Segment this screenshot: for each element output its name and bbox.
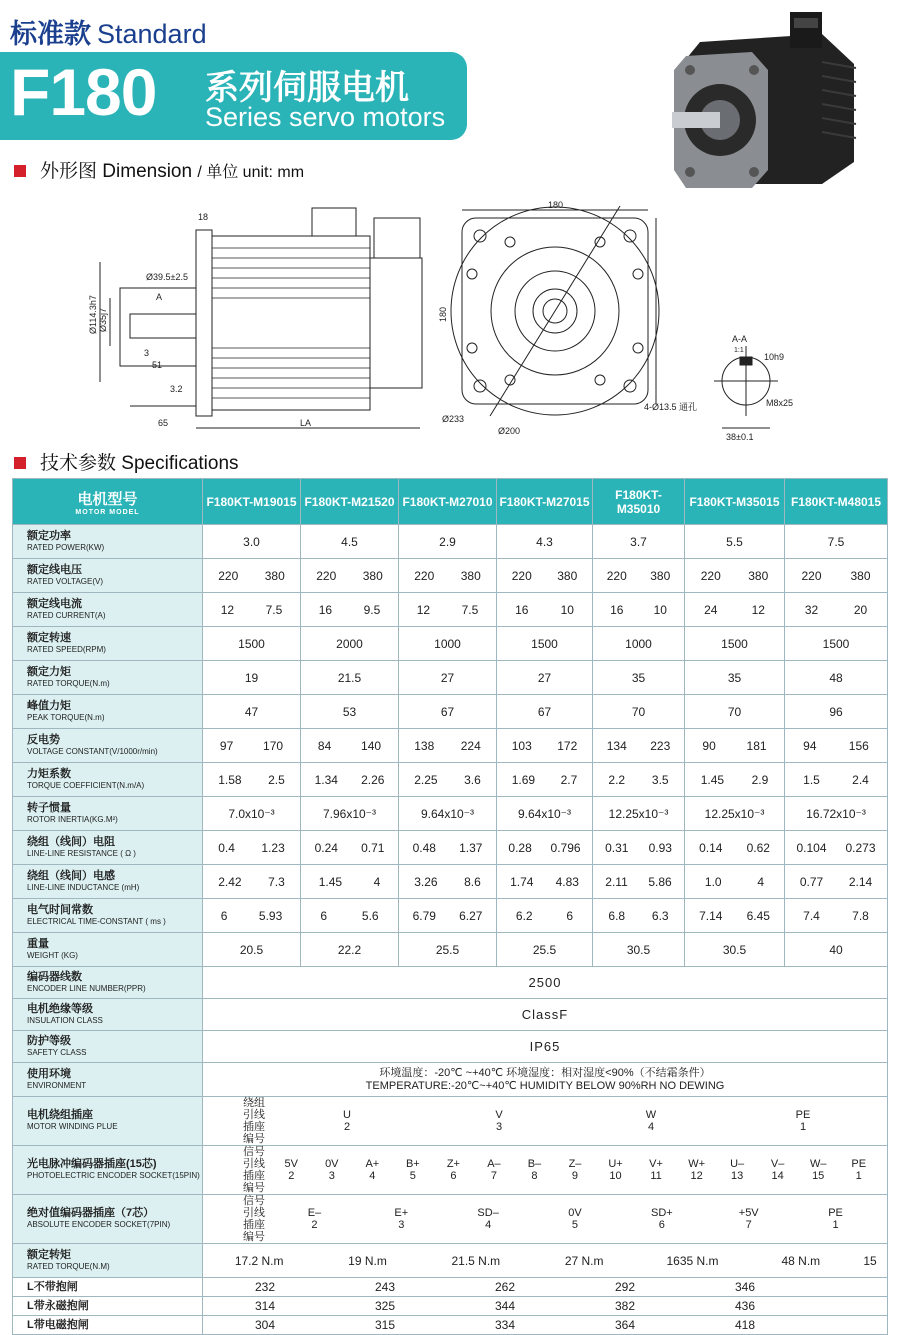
table-cell: 6.2 6 bbox=[497, 899, 593, 933]
table-row bbox=[13, 525, 888, 559]
table-cell: 19 bbox=[203, 661, 301, 695]
abs-encoder-value: 信号引线 插座编号 E– E+ SD– 0V SD+ +5V PE 2 3 4 5 6 7 1 bbox=[203, 1195, 888, 1244]
dim-label-5: 3 bbox=[144, 348, 150, 358]
table-cell: 6 5.6 bbox=[301, 899, 399, 933]
title-banner bbox=[0, 52, 467, 140]
table-cell: 53 bbox=[301, 695, 399, 729]
table-row bbox=[13, 1195, 888, 1244]
table-row bbox=[13, 695, 888, 729]
table-cell: 25.5 bbox=[399, 933, 497, 967]
table-cell: 1.5 2.4 bbox=[785, 763, 888, 797]
spec-title: 技术参数 Specifications bbox=[14, 448, 239, 475]
dimension-drawing bbox=[90, 196, 890, 446]
table-cell: 7.0x10⁻³ bbox=[203, 797, 301, 831]
table-cell: 32 20 bbox=[785, 593, 888, 627]
row-label: 重量 WEIGHT (KG) bbox=[13, 933, 203, 967]
table-row bbox=[13, 1146, 888, 1195]
table-row bbox=[13, 661, 888, 695]
table-cell: 0.14 0.62 bbox=[685, 831, 785, 865]
row-label: 额定功率 RATED POWER(KW) bbox=[13, 525, 203, 559]
dim-label-6: 51 bbox=[152, 360, 163, 370]
row-label: 电机绕组插座 MOTOR WINDING PLUE bbox=[13, 1097, 203, 1146]
header-model: F180KT-M27015 bbox=[497, 479, 593, 525]
row-label: 额定线电压 RATED VOLTAGE(V) bbox=[13, 559, 203, 593]
table-cell: 1.34 2.26 bbox=[301, 763, 399, 797]
table-cell: 20.5 bbox=[203, 933, 301, 967]
environment-value: 环境温度：-20℃ ~+40℃ 环境湿度：相对湿度<90%（不结霜条件） TEMPERATURE:-20℃~+40℃ HUMIDITY BELOW 90%RH NO DEWING bbox=[203, 1063, 888, 1097]
table-cell: 1500 bbox=[685, 627, 785, 661]
row-label: 电机绝缘等级 INSULATION CLASS bbox=[13, 999, 203, 1031]
title-cn: 系列伺服电机 bbox=[205, 69, 409, 107]
table-cell: 16 10 bbox=[497, 593, 593, 627]
row-label: 防护等级 SAFETY CLASS bbox=[13, 1031, 203, 1063]
table-cell: 21.5 bbox=[301, 661, 399, 695]
table-cell: 134 223 bbox=[593, 729, 685, 763]
dim-label-4: Ø35j7 bbox=[98, 307, 108, 332]
spec-table bbox=[12, 478, 888, 1335]
table-cell: 7.5 bbox=[785, 525, 888, 559]
table-cell: 220 380 bbox=[399, 559, 497, 593]
table-cell: 2.11 5.86 bbox=[593, 865, 685, 899]
table-cell: 1000 bbox=[593, 627, 685, 661]
table-cell: 220 380 bbox=[685, 559, 785, 593]
winding-plug-value: 绕组引线 插座编号 U V W PE 2 3 4 1 bbox=[203, 1097, 888, 1146]
table-row bbox=[13, 1316, 888, 1335]
header-model: F180KT-M21520 bbox=[301, 479, 399, 525]
row-label: 电气时间常数 ELECTRICAL TIME-CONSTANT ( ms ) bbox=[13, 899, 203, 933]
table-cell: 9.64x10⁻³ bbox=[399, 797, 497, 831]
table-cell: 220 380 bbox=[203, 559, 301, 593]
header-model: F180KT-M48015 bbox=[785, 479, 888, 525]
merged-value: IP65 bbox=[203, 1031, 888, 1063]
row-label: 反电势 VOLTAGE CONSTANT(V/1000r/min) bbox=[13, 729, 203, 763]
table-cell: 0.104 0.273 bbox=[785, 831, 888, 865]
table-row bbox=[13, 797, 888, 831]
table-cell: 27 bbox=[497, 661, 593, 695]
row-label: 绕组（线间）电阻 LINE-LINE RESISTANCE ( Ω ) bbox=[13, 831, 203, 865]
table-cell: 30.5 bbox=[685, 933, 785, 967]
series-label-cn: 标准款 bbox=[10, 19, 91, 49]
bullet-square-icon bbox=[14, 165, 26, 177]
bullet-square-icon bbox=[14, 457, 26, 469]
header-motor-model: 电机型号 MOTOR MODEL bbox=[13, 479, 203, 525]
table-cell: 6.79 6.27 bbox=[399, 899, 497, 933]
table-cell: 138 224 bbox=[399, 729, 497, 763]
row-label: 绝对值编码器插座（7芯） ABSOLUTE ENCODER SOCKET(7PIN) bbox=[13, 1195, 203, 1244]
table-cell: 0.77 2.14 bbox=[785, 865, 888, 899]
table-row bbox=[13, 1278, 888, 1297]
title-en: Series servo motors bbox=[205, 102, 446, 132]
table-cell: 0.31 0.93 bbox=[593, 831, 685, 865]
table-cell: 1500 bbox=[203, 627, 301, 661]
row-label: L带电磁抱闸 bbox=[13, 1316, 203, 1335]
row-label: 额定转速 RATED SPEED(RPM) bbox=[13, 627, 203, 661]
table-row bbox=[13, 899, 888, 933]
table-cell: 12 7.5 bbox=[203, 593, 301, 627]
merged-value: 2500 bbox=[203, 967, 888, 999]
series-label bbox=[10, 12, 207, 51]
row-label: 额定力矩 RATED TORQUE(N.m) bbox=[13, 661, 203, 695]
dim-label-19: 38±0.1 bbox=[726, 432, 754, 442]
motor-photo bbox=[672, 12, 862, 192]
table-cell: 12.25x10⁻³ bbox=[593, 797, 685, 831]
series-label-en: Standard bbox=[97, 19, 207, 49]
table-cell: 67 bbox=[399, 695, 497, 729]
table-cell: 27 bbox=[399, 661, 497, 695]
table-row bbox=[13, 1063, 888, 1097]
table-cell: 1.45 4 bbox=[301, 865, 399, 899]
dim-label-17: 10h9 bbox=[764, 352, 785, 362]
table-cell: 67 bbox=[497, 695, 593, 729]
table-header-row bbox=[13, 479, 888, 525]
row-label: 力矩系数 TORQUE COEFFICIENT(N.m/A) bbox=[13, 763, 203, 797]
table-cell: 35 bbox=[593, 661, 685, 695]
table-cell: 1500 bbox=[785, 627, 888, 661]
dim-label-10: 180 bbox=[548, 200, 564, 210]
table-row bbox=[13, 763, 888, 797]
header-model: F180KT-M35010 bbox=[593, 479, 685, 525]
table-cell: 220 380 bbox=[497, 559, 593, 593]
table-cell: 7.4 7.8 bbox=[785, 899, 888, 933]
table-row bbox=[13, 999, 888, 1031]
table-cell: 4.5 bbox=[301, 525, 399, 559]
table-cell: 7.14 6.45 bbox=[685, 899, 785, 933]
table-cell: 0.28 0.796 bbox=[497, 831, 593, 865]
table-cell: 16.72x10⁻³ bbox=[785, 797, 888, 831]
row-label: L不带抱闸 bbox=[13, 1278, 203, 1297]
header-model: F180KT-M19015 bbox=[203, 479, 301, 525]
dim-label-8: 65 bbox=[158, 418, 169, 428]
header-model: F180KT-M27010 bbox=[399, 479, 497, 525]
table-cell: 70 bbox=[685, 695, 785, 729]
table-row bbox=[13, 1244, 888, 1278]
table-cell: 90 181 bbox=[685, 729, 785, 763]
table-row bbox=[13, 1297, 888, 1316]
row-label: 绕组（线间）电感 LINE-LINE INDUCTANCE (mH) bbox=[13, 865, 203, 899]
table-cell: 1500 bbox=[497, 627, 593, 661]
table-cell: 1.58 2.5 bbox=[203, 763, 301, 797]
model-name: F180 bbox=[10, 55, 157, 129]
table-row bbox=[13, 831, 888, 865]
table-cell: 3.7 bbox=[593, 525, 685, 559]
table-cell: 70 bbox=[593, 695, 685, 729]
table-cell: 1.45 2.9 bbox=[685, 763, 785, 797]
table-row bbox=[13, 1097, 888, 1146]
table-cell: 3.0 bbox=[203, 525, 301, 559]
table-cell: 16 10 bbox=[593, 593, 685, 627]
row-label: 峰值力矩 PEAK TORQUE(N.m) bbox=[13, 695, 203, 729]
table-cell: 1.74 4.83 bbox=[497, 865, 593, 899]
table-row bbox=[13, 559, 888, 593]
table-cell: 94 156 bbox=[785, 729, 888, 763]
table-cell: 47 bbox=[203, 695, 301, 729]
spec-body bbox=[13, 525, 888, 1335]
dim-label-18: M8x25 bbox=[766, 398, 794, 408]
row-label: 使用环境 ENVIRONMENT bbox=[13, 1063, 203, 1097]
row-label: 额定线电流 RATED CURRENT(A) bbox=[13, 593, 203, 627]
table-cell: 220 380 bbox=[593, 559, 685, 593]
table-cell: 2000 bbox=[301, 627, 399, 661]
table-row bbox=[13, 1031, 888, 1063]
table-cell: 1.0 4 bbox=[685, 865, 785, 899]
table-cell: 24 12 bbox=[685, 593, 785, 627]
table-cell: 6 5.93 bbox=[203, 899, 301, 933]
table-cell: 3.26 8.6 bbox=[399, 865, 497, 899]
table-row bbox=[13, 729, 888, 763]
table-cell: 9.64x10⁻³ bbox=[497, 797, 593, 831]
table-cell: 30.5 bbox=[593, 933, 685, 967]
table-cell: 0.48 1.37 bbox=[399, 831, 497, 865]
table-cell: 5.5 bbox=[685, 525, 785, 559]
table-cell: 22.2 bbox=[301, 933, 399, 967]
table-cell: 40 bbox=[785, 933, 888, 967]
table-cell: 220 380 bbox=[301, 559, 399, 593]
dim-label-7: 3.2 bbox=[170, 384, 183, 394]
table-cell: 35 bbox=[685, 661, 785, 695]
table-cell: 96 bbox=[785, 695, 888, 729]
table-cell: 7.96x10⁻³ bbox=[301, 797, 399, 831]
dim-label-0: 18 bbox=[198, 212, 209, 222]
row-label: 额定转矩 RATED TORQUE(N.M) bbox=[13, 1244, 203, 1278]
table-cell: 103 172 bbox=[497, 729, 593, 763]
table-cell: 6.8 6.3 bbox=[593, 899, 685, 933]
dim-label-3: Ø114.3h7 bbox=[88, 295, 98, 334]
table-row bbox=[13, 967, 888, 999]
merged-value: ClassF bbox=[203, 999, 888, 1031]
dim-label-2: A bbox=[156, 292, 163, 302]
dim-label-15: A-A bbox=[732, 334, 748, 344]
length-values: 232 243 262 292 346 bbox=[203, 1278, 888, 1297]
dim-label-12: Ø233 bbox=[442, 414, 465, 424]
dim-label-1: Ø39.5±2.5 bbox=[146, 272, 188, 282]
table-cell: 2.42 7.3 bbox=[203, 865, 301, 899]
table-cell: 1000 bbox=[399, 627, 497, 661]
row-label: L带永磁抱闸 bbox=[13, 1297, 203, 1316]
dim-label-16: 1:1 bbox=[734, 347, 744, 354]
table-cell: 4.3 bbox=[497, 525, 593, 559]
table-row bbox=[13, 627, 888, 661]
length-values: 304 315 334 364 418 bbox=[203, 1316, 888, 1335]
table-row bbox=[13, 865, 888, 899]
table-cell: 84 140 bbox=[301, 729, 399, 763]
table-cell: 2.25 3.6 bbox=[399, 763, 497, 797]
table-cell: 0.24 0.71 bbox=[301, 831, 399, 865]
row-label: 光电脉冲编码器插座(15芯) PHOTOELECTRIC ENCODER SOCKET(15PIN) bbox=[13, 1146, 203, 1195]
row-label: 转子惯量 ROTOR INERTIA(KG.M²) bbox=[13, 797, 203, 831]
dimension-title: 外形图 Dimension / 单位 unit: mm bbox=[14, 156, 304, 183]
photo-encoder-value: 信号引线 插座编号 5V 0V A+ B+ Z+ A– B– Z– U+ V+ W+ U– V– W– PE 2 3 4 5 6 7 8 9 10 11 12 13 14 15 1 bbox=[203, 1146, 888, 1195]
header-model: F180KT-M35015 bbox=[685, 479, 785, 525]
table-cell: 12 7.5 bbox=[399, 593, 497, 627]
table-cell: 220 380 bbox=[785, 559, 888, 593]
dim-label-13: Ø200 bbox=[498, 426, 521, 436]
dim-label-11: 180 bbox=[438, 306, 448, 322]
dim-label-9: LA bbox=[300, 418, 312, 428]
table-cell: 12.25x10⁻³ bbox=[685, 797, 785, 831]
table-cell: 1.69 2.7 bbox=[497, 763, 593, 797]
brake-torque-value: 17.2 N.m 19 N.m 21.5 N.m 27 N.m 1635 N.m 48 N.m 15 bbox=[203, 1244, 888, 1278]
unit-text: / 单位 unit: mm bbox=[197, 164, 305, 181]
table-row bbox=[13, 933, 888, 967]
table-cell: 16 9.5 bbox=[301, 593, 399, 627]
row-label: 编码器线数 ENCODER LINE NUMBER(PPR) bbox=[13, 967, 203, 999]
table-row bbox=[13, 593, 888, 627]
length-values: 314 325 344 382 436 bbox=[203, 1297, 888, 1316]
table-cell: 2.2 3.5 bbox=[593, 763, 685, 797]
table-cell: 48 bbox=[785, 661, 888, 695]
table-cell: 25.5 bbox=[497, 933, 593, 967]
table-cell: 0.4 1.23 bbox=[203, 831, 301, 865]
table-cell: 2.9 bbox=[399, 525, 497, 559]
dim-label-14: 4-Ø13.5 通孔 bbox=[644, 402, 698, 412]
table-cell: 97 170 bbox=[203, 729, 301, 763]
